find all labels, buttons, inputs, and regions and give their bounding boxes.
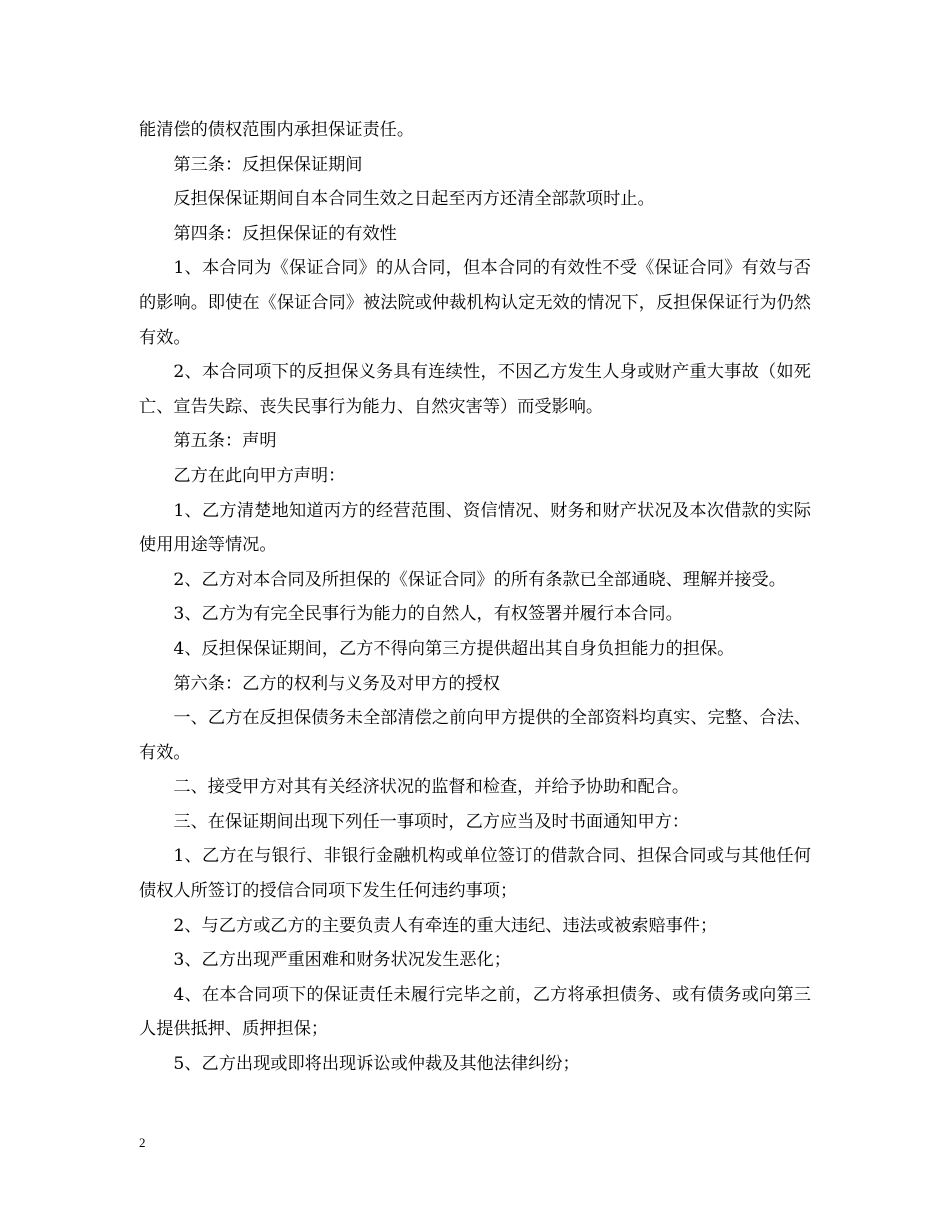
paragraph: 1、乙方在与银行、非银行金融机构或单位签订的借款合同、担保合同或与其他任何债权人所签订的授信合同项下发生任何违约事项； [139,846,811,902]
paragraph-continuation: 能清偿的债权范围内承担保证责任。 [139,120,415,140]
paragraph: 反担保保证期间自本合同生效之日起至丙方还清全部款项时止。 [173,189,655,210]
paragraph: 二、接受甲方对其有关经济状况的监督和检查，并给予协助和配合。 [173,777,690,798]
article-4-heading: 第四条：反担保保证的有效性 [173,223,397,244]
paragraph: 三、在保证期间出现下列任一事项时，乙方应当及时书面通知甲方： [173,811,690,832]
paragraph: 4、在本合同项下的保证责任未履行完毕之前，乙方将承担债务、或有债务或向第三人提供抵押、质押担保； [139,984,811,1040]
paragraph: 1、本合同为《保证合同》的从合同，但本合同的有效性不受《保证合同》有效与否的影响。即使在《保证合同》被法院或仲裁机构认定无效的情况下，反担保保证行为仍然有效。 [139,258,811,348]
article-5-heading: 第五条：声明 [173,431,277,452]
article-6-heading: 第六条：乙方的权利与义务及对甲方的授权 [173,673,500,694]
paragraph: 2、本合同项下的反担保义务具有连续性，不因乙方发生人身或财产重大事故（如死亡、宣告失踪、丧失民事行为能力、自然灾害等）而受影响。 [139,362,811,417]
paragraph: 3、乙方为有完全民事行为能力的自然人，有权签署并履行本合同。 [173,604,683,625]
paragraph: 1、乙方清楚地知道丙方的经营范围、资信情况、财务和财产状况及本次借款的实际使用用途等情况。 [139,500,811,556]
paragraph: 2、乙方对本合同及所担保的《保证合同》的所有条款已全部通晓、理解并接受。 [173,569,786,590]
document-body [139,113,811,1082]
paragraph: 3、乙方出现严重困难和财务状况发生恶化； [173,950,511,971]
paragraph: 4、反担保保证期间，乙方不得向第三方提供超出其自身负担能力的担保。 [173,638,735,659]
paragraph: 5、乙方出现或即将出现诉讼或仲裁及其他法律纠纷； [173,1054,580,1075]
paragraph: 2、与乙方或乙方的主要负责人有牵连的重大违纪、违法或被索赔事件； [173,915,718,936]
page-number: 2 [139,1135,146,1150]
article-3-heading: 第三条：反担保保证期间 [173,154,363,175]
paragraph: 一、乙方在反担保债务未全部清偿之前向甲方提供的全部资料均真实、完整、合法、有效。 [139,708,811,763]
paragraph: 乙方在此向甲方声明： [173,465,346,486]
